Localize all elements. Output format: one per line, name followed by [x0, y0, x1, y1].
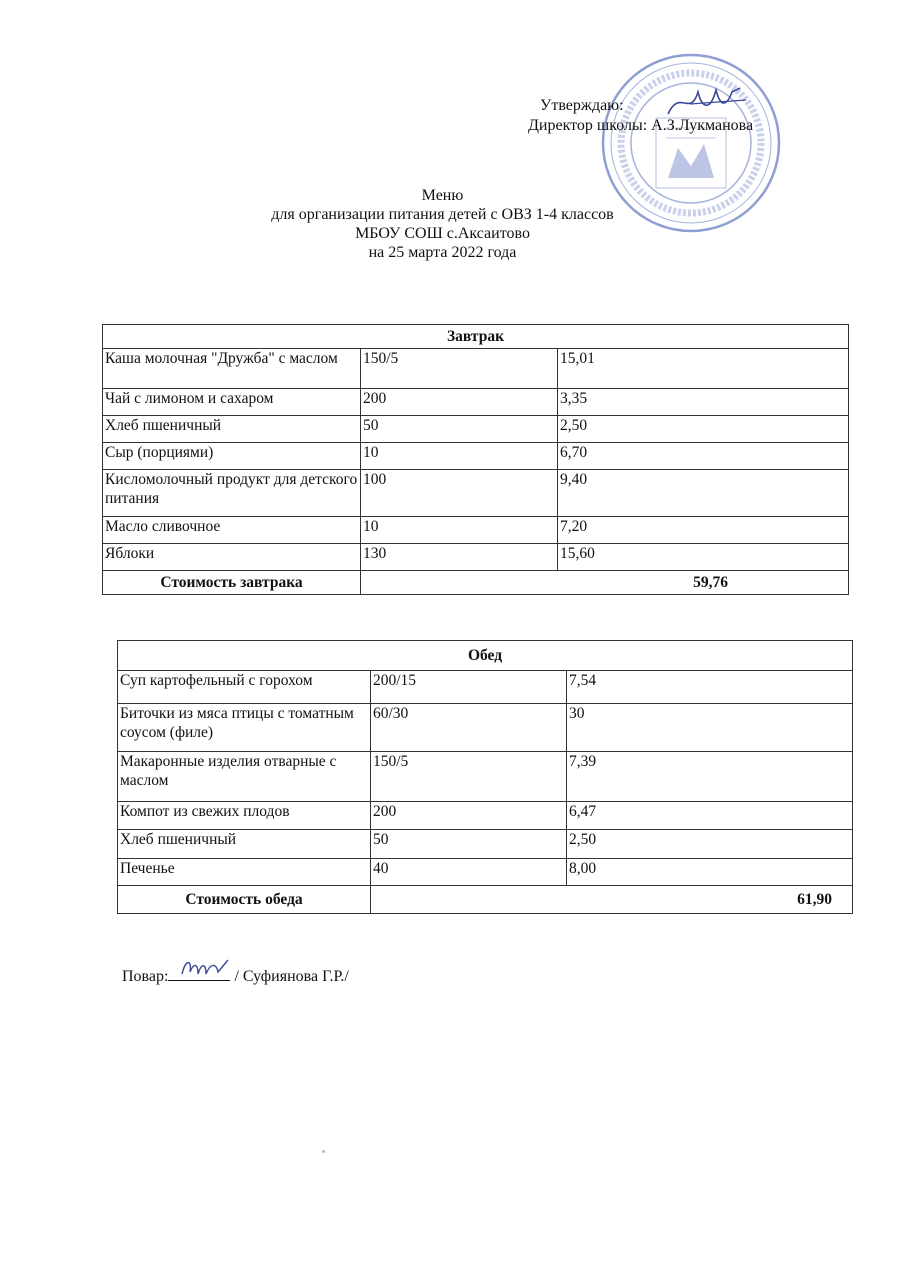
item-name: Яблоки	[103, 544, 361, 571]
item-name: Масло сливочное	[103, 517, 361, 544]
table-row	[118, 671, 853, 704]
item-name: Хлеб пшеничный	[103, 416, 361, 443]
item-portion: 40	[371, 859, 567, 886]
item-portion: 130	[361, 544, 558, 571]
breakfast-heading: Завтрак	[103, 325, 849, 349]
table-row	[118, 752, 853, 802]
item-portion: 150/5	[371, 752, 567, 802]
title-line-4: на 25 марта 2022 года	[368, 244, 517, 261]
table-row	[118, 859, 853, 886]
table-row	[118, 704, 853, 752]
lunch-total-value: 61,90	[371, 886, 853, 914]
lunch-heading: Обед	[118, 641, 853, 671]
approval-line-1: Утверждаю:	[540, 97, 624, 114]
table-row	[103, 443, 849, 470]
title-line-1: Меню	[421, 187, 464, 204]
cook-signature	[176, 952, 236, 982]
item-price: 15,60	[558, 544, 849, 571]
table-row	[103, 349, 849, 389]
item-name: Биточки из мяса птицы с томатным соусом (филе)	[118, 704, 371, 752]
item-portion: 10	[361, 443, 558, 470]
page-title	[0, 186, 897, 262]
total-row	[103, 571, 849, 595]
title-line-3: МБОУ СОШ с.Аксаитово	[355, 225, 530, 242]
item-name: Каша молочная "Дружба" с маслом	[103, 349, 361, 389]
item-price: 15,01	[558, 349, 849, 389]
item-price: 30	[567, 704, 853, 752]
table-row	[103, 470, 849, 517]
total-row	[118, 886, 853, 914]
item-price: 8,00	[567, 859, 853, 886]
breakfast-total-value: 59,76	[361, 571, 849, 595]
item-portion: 50	[371, 830, 567, 859]
item-portion: 10	[361, 517, 558, 544]
item-name: Макаронные изделия отварные с маслом	[118, 752, 371, 802]
item-price: 6,70	[558, 443, 849, 470]
item-portion: 150/5	[361, 349, 558, 389]
item-name: Кисломолочный продукт для детского питания	[103, 470, 361, 517]
item-name: Компот из свежих плодов	[118, 802, 371, 830]
approval-line-2: Директор школы: А.З.Лукманова	[528, 117, 754, 134]
cook-label: Повар:	[122, 968, 169, 985]
table-row	[118, 802, 853, 830]
table-row	[118, 830, 853, 859]
approval-block	[528, 96, 753, 136]
lunch-table	[117, 640, 853, 914]
breakfast-total-label: Стоимость завтрака	[103, 571, 361, 595]
item-price: 7,54	[567, 671, 853, 704]
cook-name: / Суфиянова Г.Р./	[234, 968, 349, 985]
item-portion: 200	[371, 802, 567, 830]
table-row	[103, 416, 849, 443]
table-row	[103, 517, 849, 544]
item-price: 2,50	[567, 830, 853, 859]
item-price: 7,20	[558, 517, 849, 544]
item-portion: 60/30	[371, 704, 567, 752]
item-portion: 200	[361, 389, 558, 416]
item-name: Печенье	[118, 859, 371, 886]
item-name: Сыр (порциями)	[103, 443, 361, 470]
item-name: Хлеб пшеничный	[118, 830, 371, 859]
item-portion: 50	[361, 416, 558, 443]
item-portion: 100	[361, 470, 558, 517]
item-price: 3,35	[558, 389, 849, 416]
item-price: 7,39	[567, 752, 853, 802]
breakfast-table	[102, 324, 849, 595]
lunch-total-label: Стоимость обеда	[118, 886, 371, 914]
item-portion: 200/15	[371, 671, 567, 704]
item-price: 2,50	[558, 416, 849, 443]
item-name: Чай с лимоном и сахаром	[103, 389, 361, 416]
table-row	[103, 389, 849, 416]
table-row	[103, 544, 849, 571]
scan-speck	[322, 1150, 325, 1153]
item-name: Суп картофельный с горохом	[118, 671, 371, 704]
item-price: 6,47	[567, 802, 853, 830]
item-price: 9,40	[558, 470, 849, 517]
title-line-2: для организации питания детей с ОВЗ 1-4 классов	[271, 206, 614, 223]
